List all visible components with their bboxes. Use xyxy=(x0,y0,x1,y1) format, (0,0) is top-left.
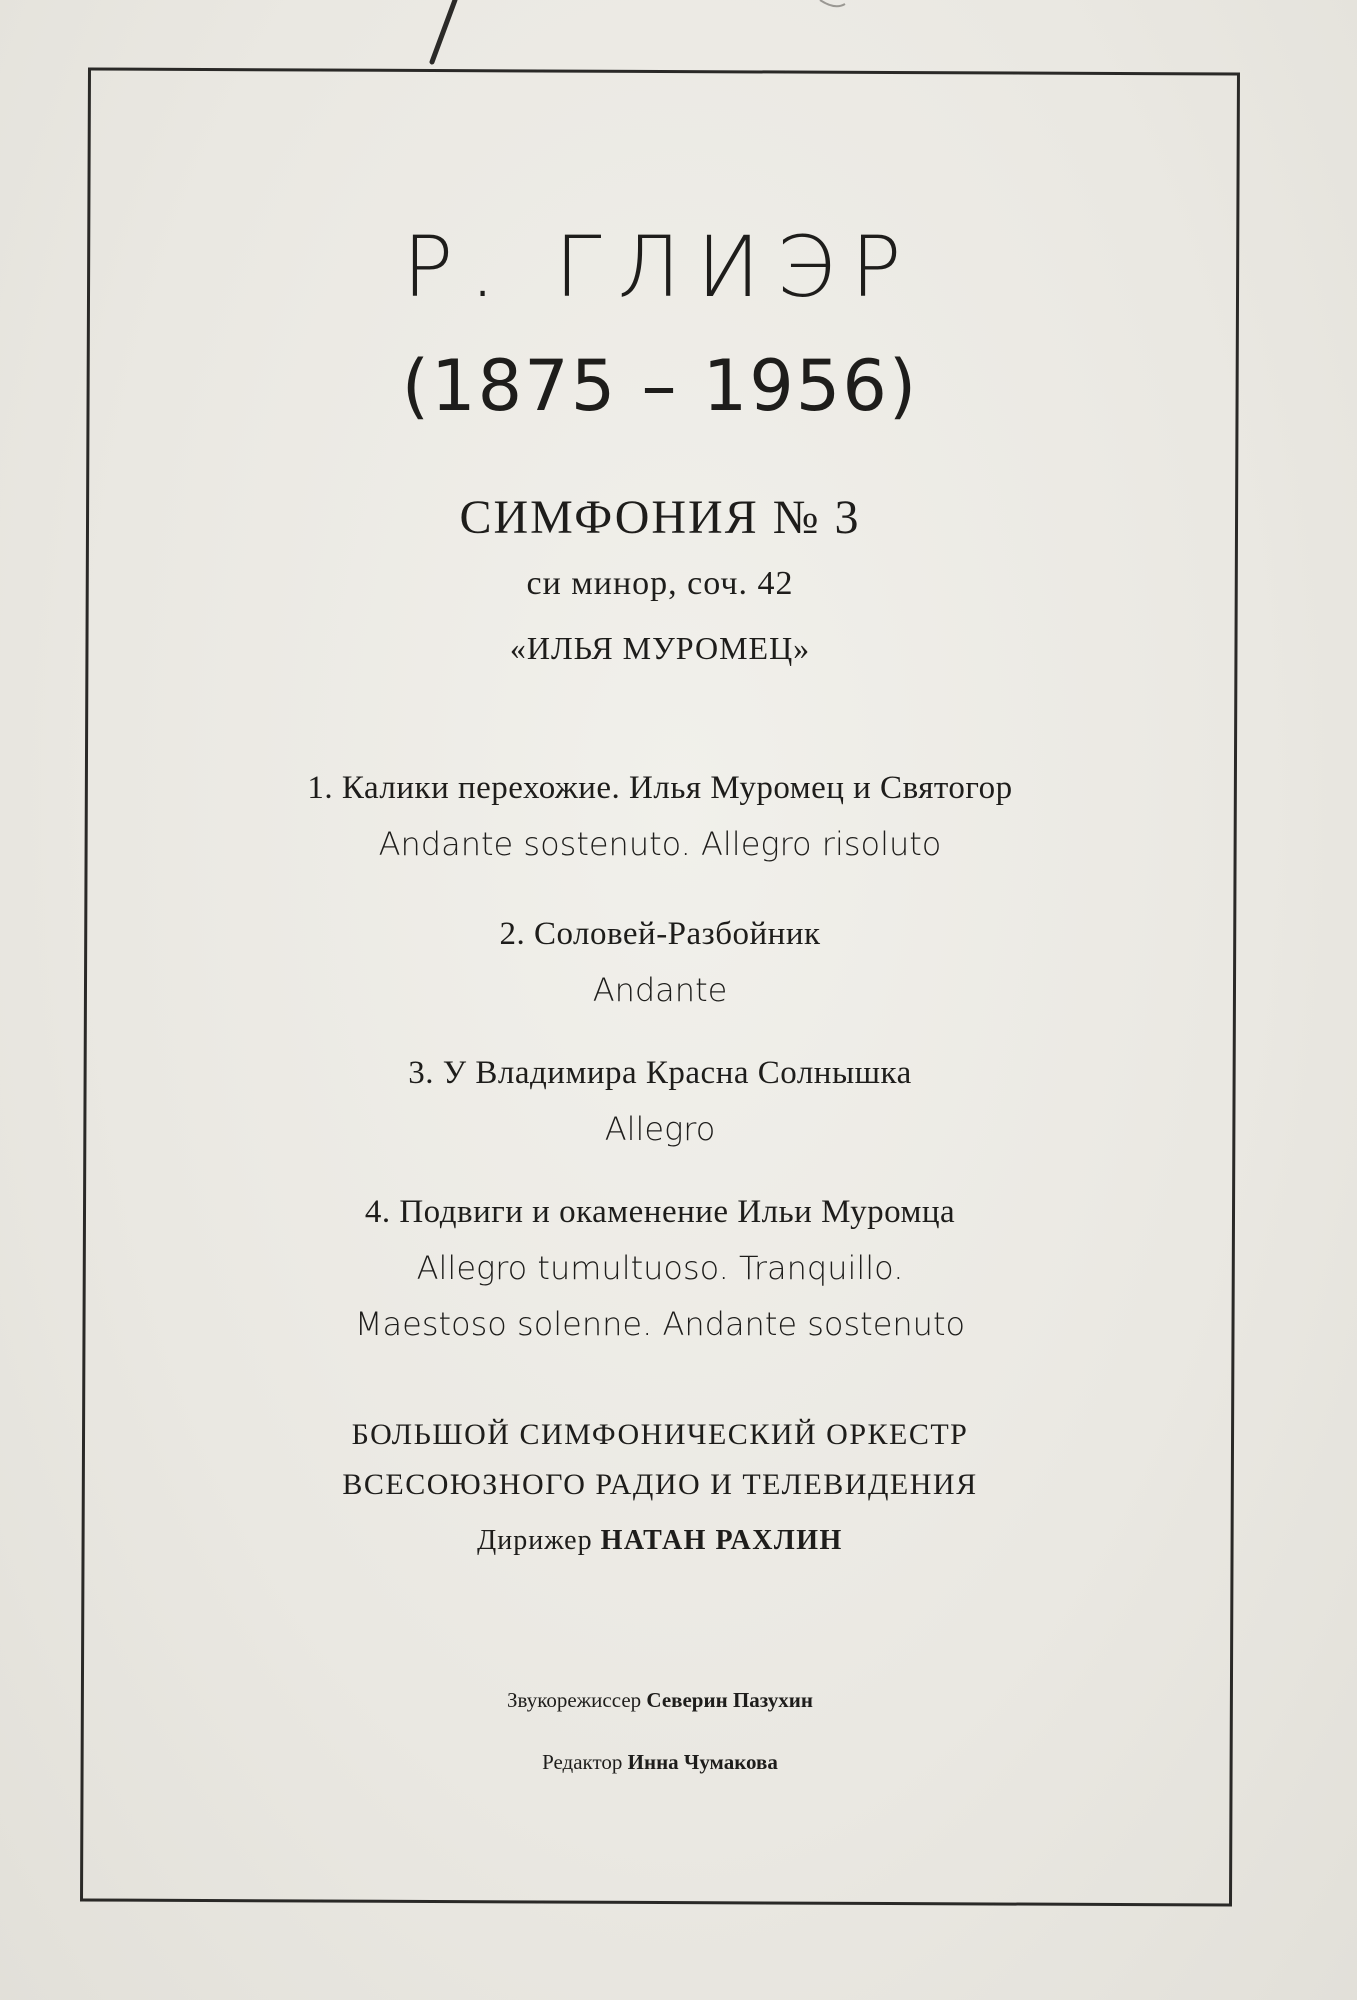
conductor-credit xyxy=(84,1525,1236,1557)
orchestra-name xyxy=(84,1410,1236,1510)
editor-name: Инна Чумакова xyxy=(627,1750,778,1774)
conductor-name: НАТАН РАХЛИН xyxy=(600,1525,843,1556)
editor-credit xyxy=(84,1750,1236,1775)
work-key: си минор, соч. 42 xyxy=(526,565,794,602)
movement-tempo: Andante sostenuto. Allegro risoluto xyxy=(378,825,942,863)
engineer-name: Северин Пазухин xyxy=(646,1688,813,1712)
movement-1 xyxy=(84,760,1236,872)
movement-2 xyxy=(84,906,1236,1018)
movement-3 xyxy=(84,1045,1236,1157)
movement-title: 2. Соловей-Разбойник xyxy=(499,916,821,952)
engineer-label: Звукорежиссер xyxy=(507,1688,642,1712)
work-subtitle: «ИЛЬЯ МУРОМЕЦ» xyxy=(509,630,811,666)
movement-title: 1. Калики перехожие. Илья Муромец и Святогор xyxy=(307,770,1013,806)
editor-label: Редактор xyxy=(542,1750,623,1774)
orchestra-line-2: ВСЕСОЮЗНОГО РАДИО И ТЕЛЕВИДЕНИЯ xyxy=(342,1468,978,1501)
movement-tempo: Andante xyxy=(592,971,728,1009)
movement-tempo: Maestoso solenne. Andante sostenuto xyxy=(354,1305,966,1343)
content-area xyxy=(84,70,1236,1904)
work-title: СИМФОНИЯ № 3 xyxy=(459,491,861,544)
composer-name: Р. ГЛИЭР xyxy=(402,218,918,316)
movement-4 xyxy=(84,1184,1236,1352)
composer-years: (1875 – 1956) xyxy=(401,345,919,427)
movement-tempo: Allegro tumultuoso. Tranquillo. xyxy=(416,1249,904,1287)
movement-title: 3. У Владимира Красна Солнышка xyxy=(408,1055,912,1091)
orchestra-line-1: БОЛЬШОЙ СИМФОНИЧЕСКИЙ ОРКЕСТР xyxy=(351,1418,969,1451)
movement-tempo: Allegro xyxy=(604,1110,716,1148)
engineer-credit xyxy=(84,1688,1236,1713)
conductor-label: Дирижер xyxy=(477,1525,593,1556)
movement-title: 4. Подвиги и окаменение Ильи Муромца xyxy=(364,1194,956,1230)
